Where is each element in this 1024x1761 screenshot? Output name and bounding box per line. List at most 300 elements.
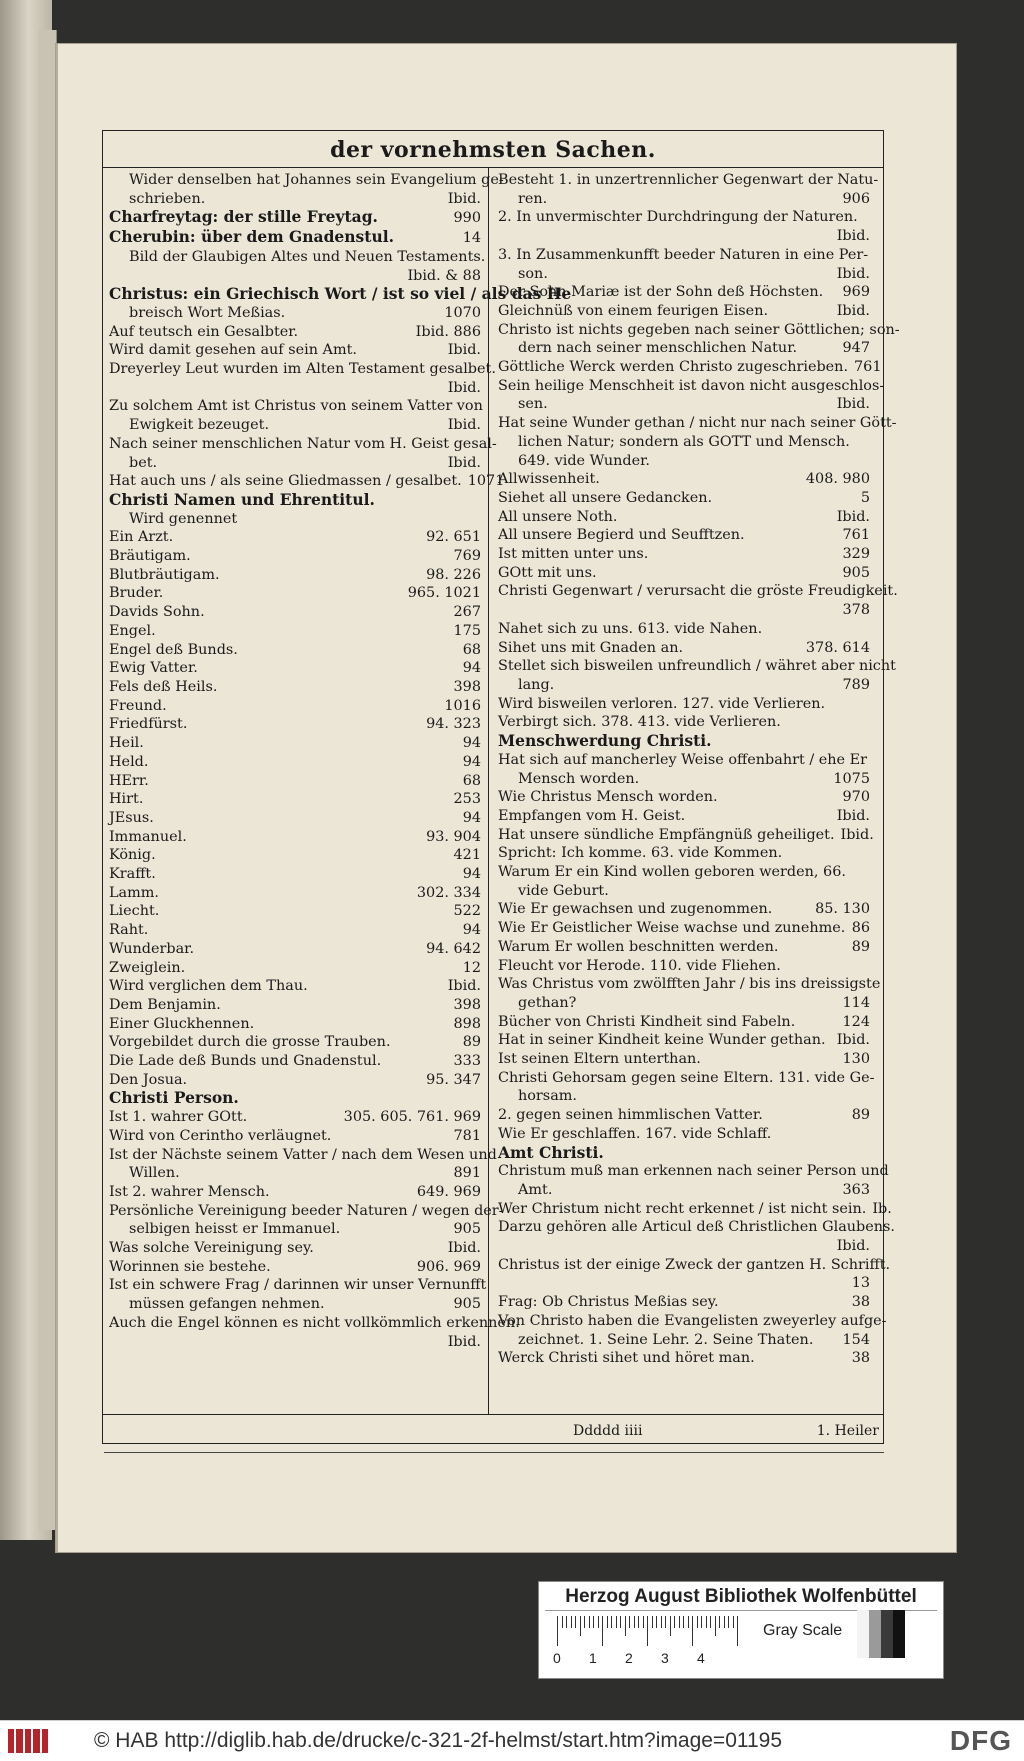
index-entry bbox=[498, 1162, 889, 1181]
index-entry bbox=[109, 828, 481, 847]
ruler-tick bbox=[719, 1616, 720, 1628]
page-reference: 98. 226 bbox=[426, 566, 481, 583]
entry-text: Engel deß Bunds. bbox=[109, 641, 238, 658]
index-entry bbox=[109, 1146, 497, 1165]
index-entry bbox=[498, 676, 870, 695]
entry-text: Freund. bbox=[109, 697, 167, 714]
page-reference: 253 bbox=[453, 791, 481, 808]
index-entry bbox=[109, 1071, 481, 1090]
index-entry bbox=[109, 790, 481, 809]
entry-text: Von Christo haben die Evangelisten zweyerley aufge- bbox=[498, 1312, 887, 1329]
page-reference: 970 bbox=[842, 789, 870, 806]
index-entry bbox=[498, 339, 870, 358]
entry-text: Wie Er gewachsen und zugenommen. bbox=[498, 901, 773, 918]
entry-text: Den Josua. bbox=[109, 1071, 188, 1088]
page-reference: 891 bbox=[453, 1165, 481, 1182]
index-entry bbox=[498, 1181, 870, 1200]
index-entry bbox=[498, 770, 870, 789]
entry-text: Warum Er ein Kind wollen geboren werden, 66. bbox=[498, 864, 846, 881]
entry-text: Bruder. bbox=[109, 585, 164, 602]
page-reference: 781 bbox=[453, 1127, 481, 1144]
ruler-number: 1 bbox=[589, 1650, 597, 1666]
entry-text: Der Sohn Mariæ ist der Sohn deß Höchsten. bbox=[498, 284, 824, 301]
column-divider bbox=[488, 167, 489, 1415]
ruler-tick bbox=[629, 1616, 630, 1628]
entry-text: Allwissenheit. bbox=[498, 471, 600, 488]
index-entry bbox=[498, 1106, 870, 1125]
index-entry bbox=[498, 190, 870, 209]
index-entry bbox=[109, 1276, 487, 1295]
index-entry bbox=[498, 1349, 870, 1368]
entry-text: Werck Christi sihet und höret man. bbox=[498, 1350, 755, 1367]
index-entry bbox=[498, 1031, 870, 1050]
page-reference: 965. 1021 bbox=[407, 585, 481, 602]
index-entry bbox=[498, 1050, 870, 1069]
page-reference: 12 bbox=[462, 959, 481, 976]
ruler-tick bbox=[580, 1616, 581, 1636]
index-entry bbox=[498, 1312, 887, 1331]
page-reference: 154 bbox=[842, 1331, 870, 1348]
entry-text: Spricht: Ich komme. 63. vide Kommen. bbox=[498, 845, 783, 862]
entry-text: Besteht 1. in unzertrennlicher Gegenwart der Natu- bbox=[498, 172, 879, 188]
index-entry bbox=[109, 416, 481, 435]
page-reference: 114 bbox=[842, 994, 870, 1011]
entry-text: Darzu gehören alle Articul deß Christlichen Glaubens. bbox=[498, 1219, 895, 1236]
entry-text: lichen Natur; sondern als GOTT und Mensch. bbox=[518, 433, 850, 450]
entry-text: Persönliche Vereinigung beeder Naturen / wegen der- bbox=[109, 1202, 504, 1219]
ruler-tick bbox=[697, 1616, 698, 1628]
entry-text: Zu solchem Amt ist Christus von seinem Vatter von bbox=[109, 398, 483, 415]
ruler-tick bbox=[674, 1616, 675, 1628]
index-entry bbox=[109, 171, 504, 190]
ruler-tick bbox=[710, 1616, 711, 1628]
entry-text: Fels deß Heils. bbox=[109, 678, 218, 695]
page-reference: 94. 642 bbox=[426, 940, 481, 957]
entry-text: Auf teutsch ein Gesalbter. bbox=[109, 323, 299, 340]
ruler-tick bbox=[593, 1616, 594, 1628]
entry-text: Amt. bbox=[518, 1181, 553, 1198]
entry-text: bet. bbox=[129, 454, 158, 471]
signature-mark: Ddddd iiii bbox=[573, 1423, 643, 1439]
entry-text: Wie Christus Mensch worden. bbox=[498, 789, 718, 806]
index-entry bbox=[498, 452, 870, 471]
index-entry bbox=[498, 900, 870, 919]
entry-text: Engel. bbox=[109, 622, 156, 639]
entry-text: vide Geburt. bbox=[518, 882, 609, 899]
page-reference: 905 bbox=[453, 1221, 481, 1238]
entry-text: sen. bbox=[518, 396, 548, 413]
index-entry bbox=[498, 526, 870, 545]
entry-text: Krafft. bbox=[109, 866, 156, 883]
right-index-column bbox=[498, 171, 900, 1368]
index-entry bbox=[109, 341, 481, 360]
index-entry bbox=[109, 1183, 481, 1202]
ruler-tick bbox=[661, 1616, 662, 1628]
index-entry bbox=[498, 545, 870, 564]
page-reference: 761 bbox=[842, 527, 870, 544]
index-entry bbox=[109, 1052, 481, 1071]
ruler-tick bbox=[692, 1616, 693, 1646]
index-entry bbox=[498, 1013, 870, 1032]
entry-text: 2. gegen seinen himmlischen Vatter. bbox=[498, 1107, 763, 1124]
index-heading bbox=[109, 284, 572, 304]
previous-page-edge bbox=[38, 30, 57, 1530]
index-entry bbox=[109, 772, 481, 791]
ruler-tick bbox=[647, 1616, 648, 1646]
entry-text: Christus: ein Griechisch Wort / ist so viel / als das He bbox=[109, 284, 572, 304]
scanned-page bbox=[56, 44, 956, 1552]
page-reference: Ibid. bbox=[447, 342, 481, 359]
index-entry bbox=[109, 921, 481, 940]
entry-text: Willen. bbox=[129, 1165, 180, 1182]
index-entry bbox=[498, 377, 885, 396]
ruler-tick bbox=[598, 1616, 599, 1628]
gray-scale-patches bbox=[857, 1610, 905, 1658]
entry-text: Sihet uns mit Gnaden an. bbox=[498, 639, 684, 656]
ruler-tick bbox=[728, 1616, 729, 1628]
index-entry bbox=[109, 846, 481, 865]
index-entry bbox=[109, 323, 481, 342]
ruler-number: 2 bbox=[625, 1650, 633, 1666]
entry-text: Hat auch uns / als seine Gliedmassen / gesalbet. bbox=[109, 473, 462, 490]
entry-text: Ewigkeit bezeuget. bbox=[129, 417, 270, 434]
hab-logo-icon bbox=[8, 1729, 48, 1753]
page-reference: 93. 904 bbox=[426, 828, 481, 845]
page-reference: Ibid. bbox=[447, 978, 481, 995]
page-reference: 398 bbox=[453, 678, 481, 695]
index-entry bbox=[109, 248, 486, 267]
ruler-number: 3 bbox=[661, 1650, 669, 1666]
ruler-number: 4 bbox=[697, 1650, 705, 1666]
page-reference: 94 bbox=[462, 922, 481, 939]
entry-text: Was solche Vereinigung sey. bbox=[109, 1240, 314, 1257]
page-reference: 906. 969 bbox=[416, 1258, 481, 1275]
ruler-tick bbox=[584, 1616, 585, 1628]
entry-text: Wird von Cerintho verläugnet. bbox=[109, 1127, 332, 1144]
index-entry bbox=[109, 959, 481, 978]
page-reference: 94 bbox=[462, 735, 481, 752]
ruler-tick bbox=[724, 1616, 725, 1628]
ruler-tick bbox=[683, 1616, 684, 1628]
ruler-tick bbox=[562, 1616, 563, 1628]
page-reference: Ibid. bbox=[836, 265, 870, 282]
entry-text: Davids Sohn. bbox=[109, 604, 205, 621]
ruler-tick bbox=[634, 1616, 635, 1628]
index-entry bbox=[109, 659, 481, 678]
footer-citation: © HAB http://diglib.hab.de/drucke/c-321-2f-helmst/start.htm?image=01195 bbox=[94, 1729, 783, 1752]
index-entry bbox=[498, 713, 870, 732]
entry-text: Ist 1. wahrer GOtt. bbox=[109, 1109, 248, 1126]
ruler-tick bbox=[566, 1616, 567, 1628]
index-entry bbox=[109, 547, 481, 566]
entry-text: Ist mitten unter uns. bbox=[498, 546, 649, 563]
index-entry bbox=[498, 564, 870, 583]
page-reference: 408. 980 bbox=[805, 471, 870, 488]
footer-rule bbox=[103, 1414, 883, 1415]
color-target-card bbox=[538, 1581, 944, 1679]
page-reference: Ibid. 886 bbox=[415, 323, 481, 340]
entry-text: Ein Arzt. bbox=[109, 529, 174, 546]
page-reference: 130 bbox=[842, 1051, 870, 1068]
index-heading bbox=[109, 208, 481, 228]
index-entry bbox=[109, 528, 481, 547]
ruler-tick bbox=[688, 1616, 689, 1628]
index-entry bbox=[109, 566, 481, 585]
index-entry bbox=[109, 1295, 481, 1314]
page-reference: 94 bbox=[462, 753, 481, 770]
entry-text: Christi Namen und Ehrentitul. bbox=[109, 489, 375, 509]
entry-text: Menschwerdung Christi. bbox=[498, 731, 712, 751]
entry-text: Wird bisweilen verloren. 127. vide Verlieren. bbox=[498, 695, 826, 712]
entry-text: Wunderbar. bbox=[109, 940, 195, 957]
entry-text: Nach seiner menschlichen Natur vom H. Geist gesal- bbox=[109, 435, 497, 452]
page-reference: 175 bbox=[453, 622, 481, 639]
page-reference: 769 bbox=[453, 548, 481, 565]
page-reference: 124 bbox=[842, 1013, 870, 1030]
entry-text: Stellet sich bisweilen unfreundlich / währet aber nicht bbox=[498, 658, 896, 675]
ruler-tick bbox=[611, 1616, 612, 1628]
index-entry bbox=[109, 977, 481, 996]
entry-text: Verbirgt sich. 378. 413. vide Verlieren. bbox=[498, 714, 781, 731]
entry-text: All unsere Begierd und Seufftzen. bbox=[498, 527, 745, 544]
entry-text: Ewig Vatter. bbox=[109, 660, 198, 677]
entry-text: dern nach seiner menschlichen Natur. bbox=[518, 340, 798, 357]
index-entry bbox=[498, 1331, 870, 1350]
ruler-tick bbox=[706, 1616, 707, 1628]
index-entry bbox=[498, 826, 874, 845]
index-entry bbox=[109, 1108, 481, 1127]
entry-text: Held. bbox=[109, 753, 149, 770]
entry-text: Christo ist nichts gegeben nach seiner Göttlichen; son- bbox=[498, 321, 900, 338]
entry-text: Ist ein schwere Frag / darinnen wir unser Vernunfft bbox=[109, 1277, 487, 1294]
index-entry bbox=[109, 584, 481, 603]
index-entry bbox=[109, 697, 481, 716]
page-reference: Ibid. bbox=[836, 508, 870, 525]
entry-text: müssen gefangen nehmen. bbox=[129, 1296, 325, 1313]
ruler-tick bbox=[557, 1616, 558, 1646]
index-entry bbox=[498, 1200, 892, 1219]
page-reference: 85. 130 bbox=[815, 901, 870, 918]
entry-text: Immanuel. bbox=[109, 828, 187, 845]
index-entry bbox=[498, 807, 870, 826]
index-entry bbox=[109, 1033, 481, 1052]
entry-text: Cherubin: über dem Gnadenstul. bbox=[109, 227, 395, 247]
entry-text: horsam. bbox=[518, 1088, 577, 1105]
ruler-tick bbox=[715, 1616, 716, 1636]
page-reference: 95. 347 bbox=[426, 1071, 481, 1088]
entry-text: Christum muß man erkennen nach seiner Person und bbox=[498, 1163, 889, 1180]
page-reference: 68 bbox=[462, 641, 481, 658]
page-reference: 905 bbox=[842, 564, 870, 581]
entry-text: Heil. bbox=[109, 735, 144, 752]
index-entry bbox=[109, 397, 481, 416]
index-entry bbox=[498, 938, 870, 957]
page-reference: Ibid. bbox=[836, 228, 870, 245]
index-entry bbox=[498, 321, 900, 340]
page-reference: 649. 969 bbox=[416, 1183, 481, 1200]
entry-text: Christi Gehorsam gegen seine Eltern. 131. vide Ge- bbox=[498, 1069, 875, 1086]
page-reference: 305. 605. 761. 969 bbox=[343, 1109, 481, 1126]
entry-text: Hat seine Wunder gethan / nicht nur nach seiner Gött- bbox=[498, 415, 897, 432]
text-frame bbox=[102, 130, 900, 1444]
page-reference: 68 bbox=[462, 772, 481, 789]
index-entry bbox=[498, 919, 870, 938]
index-entry bbox=[498, 395, 870, 414]
ruler-tick bbox=[571, 1616, 572, 1628]
index-entry bbox=[109, 678, 481, 697]
entry-text: Friedfürst. bbox=[109, 716, 188, 733]
index-entry bbox=[498, 975, 881, 994]
index-entry bbox=[109, 1314, 520, 1333]
page-reference: 1016 bbox=[444, 697, 481, 714]
index-entry bbox=[109, 1015, 481, 1034]
entry-text: Wie Er geschlaffen. 167. vide Schlaff. bbox=[498, 1125, 772, 1142]
index-entry bbox=[109, 435, 497, 454]
page-reference: Ibid. bbox=[836, 396, 870, 413]
entry-text: Zweiglein. bbox=[109, 959, 186, 976]
ruler-tick bbox=[625, 1616, 626, 1636]
index-entry bbox=[498, 994, 870, 1013]
library-name: Herzog August Bibliothek Wolfenbüttel bbox=[545, 1584, 937, 1611]
index-entry bbox=[109, 1239, 481, 1258]
index-entry bbox=[109, 1202, 504, 1221]
entry-text: Sein heilige Menschheit ist davon nicht ausgeschlos- bbox=[498, 377, 885, 394]
index-entry bbox=[109, 884, 481, 903]
page-reference: Ibid. bbox=[447, 417, 481, 434]
page-reference: Ibid. & 88 bbox=[407, 267, 481, 284]
index-entry bbox=[109, 902, 481, 921]
entry-text: Bücher von Christi Kindheit sind Fabeln. bbox=[498, 1013, 796, 1030]
running-head: der vornehmsten Sachen. bbox=[330, 137, 656, 163]
entry-text: HErr. bbox=[109, 772, 149, 789]
entry-text: Gleichnüß von einem feurigen Eisen. bbox=[498, 302, 769, 319]
index-entry bbox=[109, 1333, 481, 1352]
entry-text: All unsere Noth. bbox=[498, 508, 618, 525]
index-entry bbox=[109, 715, 481, 734]
index-entry bbox=[109, 865, 481, 884]
page-reference: 398 bbox=[453, 996, 481, 1013]
page-reference: 905 bbox=[453, 1296, 481, 1313]
page-reference: 947 bbox=[842, 340, 870, 357]
index-entry bbox=[498, 414, 897, 433]
page-reference: 89 bbox=[851, 938, 870, 955]
page-reference: 969 bbox=[842, 284, 870, 301]
page-reference: 92. 651 bbox=[426, 529, 481, 546]
ruler-tick bbox=[602, 1616, 603, 1646]
page-reference: 94 bbox=[462, 809, 481, 826]
ruler-tick bbox=[638, 1616, 639, 1628]
index-entry bbox=[498, 470, 870, 489]
page-reference: 378. 614 bbox=[805, 639, 870, 656]
index-entry bbox=[498, 601, 870, 620]
catchword: 1. Heiler bbox=[816, 1423, 879, 1439]
index-entry bbox=[498, 582, 898, 601]
entry-text: Amt Christi. bbox=[498, 1142, 604, 1162]
ruler-tick bbox=[652, 1616, 653, 1628]
entry-text: Raht. bbox=[109, 922, 149, 939]
ruler-tick bbox=[679, 1616, 680, 1628]
entry-text: Hat unsere sündliche Empfängnüß geheiliget. bbox=[498, 826, 835, 843]
index-entry bbox=[498, 1274, 870, 1293]
index-entry bbox=[498, 620, 870, 639]
page-reference: 1070 bbox=[444, 304, 481, 321]
header-rule bbox=[103, 167, 883, 168]
footer-bar bbox=[0, 1720, 1024, 1761]
ruler-tick bbox=[670, 1616, 671, 1636]
ruler-tick bbox=[737, 1616, 738, 1646]
index-entry bbox=[109, 603, 481, 622]
entry-text: Wer Christum nicht recht erkennet / ist nicht sein. bbox=[498, 1200, 867, 1217]
ruler-number: 0 bbox=[553, 1650, 561, 1666]
index-entry bbox=[498, 1256, 891, 1275]
entry-text: Christi Person. bbox=[109, 1088, 239, 1108]
entry-text: schrieben. bbox=[129, 190, 206, 207]
index-entry bbox=[109, 622, 481, 641]
index-entry bbox=[498, 246, 870, 265]
entry-text: gethan? bbox=[518, 994, 577, 1011]
ruler-tick bbox=[665, 1616, 666, 1628]
page-reference: Ibid. bbox=[447, 454, 481, 471]
entry-text: zeichnet. 1. Seine Lehr. 2. Seine Thaten. bbox=[518, 1331, 814, 1348]
index-entry bbox=[498, 657, 896, 676]
index-heading bbox=[109, 228, 481, 248]
page-reference: 363 bbox=[842, 1181, 870, 1198]
index-entry bbox=[498, 788, 870, 807]
index-entry bbox=[498, 1237, 870, 1256]
page-reference: 89 bbox=[851, 1107, 870, 1124]
entry-text: Bräutigam. bbox=[109, 548, 191, 565]
index-heading bbox=[498, 1144, 870, 1163]
page-reference: 329 bbox=[842, 546, 870, 563]
entry-text: Dem Benjamin. bbox=[109, 996, 221, 1013]
page-reference: Ibid. bbox=[447, 190, 481, 207]
page-reference: 5 bbox=[860, 489, 870, 506]
page-reference: 421 bbox=[453, 847, 481, 864]
gray-scale-label: Gray Scale bbox=[763, 1622, 843, 1639]
entry-text: Lamm. bbox=[109, 884, 160, 901]
index-entry bbox=[109, 1258, 481, 1277]
index-entry bbox=[109, 190, 481, 209]
page-reference: 89 bbox=[462, 1034, 481, 1051]
index-entry bbox=[109, 1220, 481, 1239]
page-reference: 302. 334 bbox=[416, 884, 481, 901]
entry-text: Die Lade deß Bunds und Gnadenstul. bbox=[109, 1053, 382, 1070]
page-reference: Ibid. bbox=[836, 807, 870, 824]
entry-text: Vorgebildet durch die grosse Trauben. bbox=[109, 1034, 391, 1051]
page-reference: Ibid. bbox=[447, 1240, 481, 1257]
page-reference: Ibid. bbox=[836, 1032, 870, 1049]
entry-text: JEsus. bbox=[109, 809, 154, 826]
entry-text: Empfangen vom H. Geist. bbox=[498, 807, 686, 824]
entry-text: Christus ist der einige Zweck der gantzen H. Schrifft. bbox=[498, 1256, 891, 1273]
entry-text: Mensch worden. bbox=[518, 770, 640, 787]
entry-text: Auch die Engel können es nicht vollkömmlich erkennen. bbox=[109, 1314, 520, 1331]
entry-text: Wird verglichen dem Thau. bbox=[109, 978, 308, 995]
entry-text: Charfreytag: der stille Freytag. bbox=[109, 207, 378, 227]
index-entry bbox=[498, 489, 870, 508]
index-entry bbox=[109, 1127, 481, 1146]
index-entry bbox=[498, 863, 870, 882]
page-reference: Ibid. bbox=[447, 379, 481, 396]
entry-text: Bild der Glaubigen Altes und Neuen Testaments. bbox=[129, 248, 486, 265]
index-heading bbox=[109, 1089, 481, 1108]
page-reference: 94. 323 bbox=[426, 716, 481, 733]
ruler-tick bbox=[620, 1616, 621, 1628]
index-entry bbox=[109, 304, 481, 323]
entry-text: Wie Er Geistlicher Weise wachse und zunehme. bbox=[498, 920, 846, 937]
index-entry bbox=[498, 358, 882, 377]
entry-text: ren. bbox=[518, 190, 548, 207]
